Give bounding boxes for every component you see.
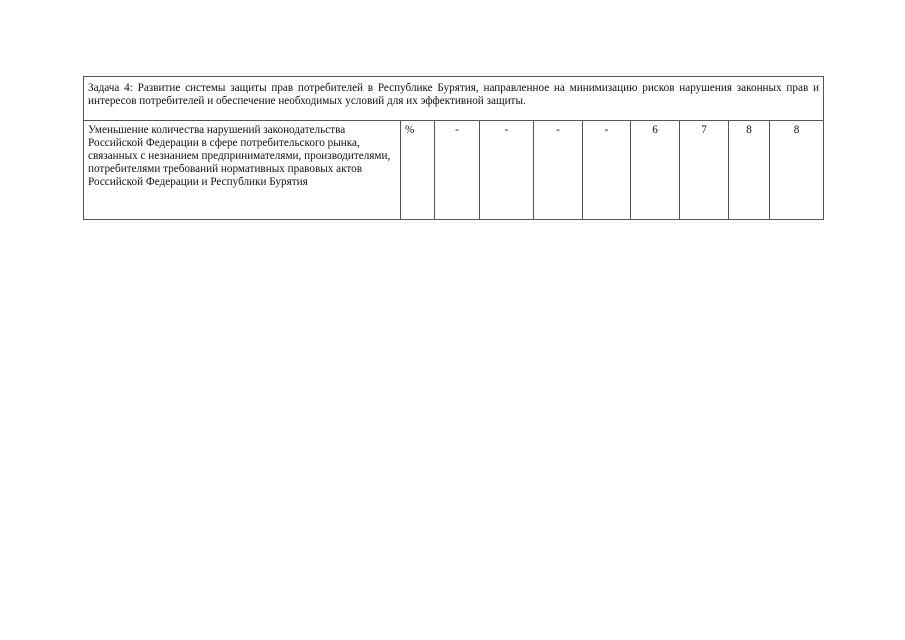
indicator-unit: % [401, 121, 435, 220]
task-description: Задача 4: Развитие системы защиты прав потребителей в Республике Бурятия, направленное на минимизацию рисков нарушения законных прав и интересов потребителей и обеспечение необходимых условий для их эффективной защиты. [84, 77, 824, 121]
indicator-value: - [583, 121, 631, 220]
indicator-value: 6 [631, 121, 680, 220]
indicator-value: - [480, 121, 534, 220]
task-row [84, 77, 824, 121]
document-table [83, 76, 824, 220]
indicator-value: 8 [770, 121, 824, 220]
indicator-value: - [435, 121, 480, 220]
indicator-name: Уменьшение количества нарушений законодательства Российской Федерации в сфере потребительского рынка, связанных с незнанием предпринимателями, производителями, потребителями требований нормативных правовых актов Российской Федерации и Республики Бурятия [84, 121, 401, 220]
indicator-row [84, 121, 824, 220]
indicator-value: - [534, 121, 583, 220]
indicator-value: 8 [729, 121, 770, 220]
indicator-value: 7 [680, 121, 729, 220]
